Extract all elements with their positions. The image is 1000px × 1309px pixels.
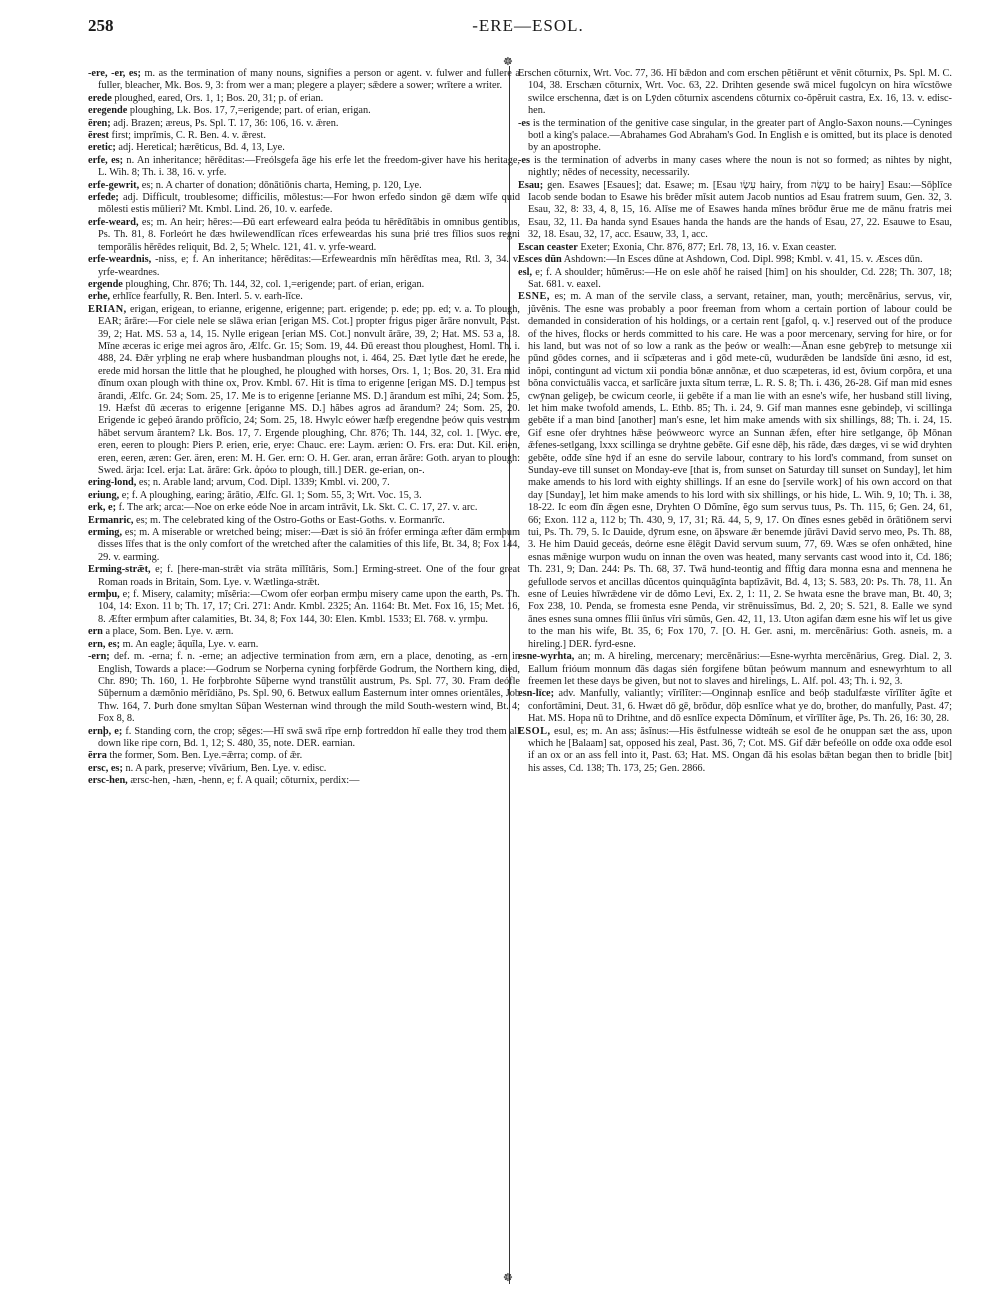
entry-text: def. m. -erna; f. n. -erne; an adjective termination from ærn, ern a place, denoting, as -ern in English, Towards a place:—Godrum se Norþerna cyning forþfērde Godrum, the Northern king, died, Chr. 890; Th. 160, 1. He forþbrohte Sūþerne wynd transtŭlit austrum, Ps. Spl. 77, 30. Fram deófle Sūþernum a dæmŏnio mĕrīdiāno, Ps. Spl. 90, 6. Betwux eallum Ēasternum inter omnes orientāles, Job Thw. 164, 7. Þurh đone smyltan Sūþan Westernan wind through the mild South-western wind, Bt. 4; Fox 8, 8. (98, 651, 520, 725)
headword: erfe-gewrit, (88, 179, 140, 191)
dictionary-entry (88, 118, 520, 130)
running-title: -ERE—ESOL. (472, 16, 584, 35)
dictionary-entry (88, 130, 520, 142)
headword: erfe-weard, (88, 216, 139, 228)
right-column (518, 68, 952, 775)
dictionary-entry (88, 477, 520, 489)
entry-text: m. An eagle; ăquĭla, Lye. v. earn. (120, 638, 259, 650)
headword: ERIAN, (88, 303, 127, 315)
headword: ESOL, (518, 725, 551, 737)
entry-text: e; f. A ploughing, earing; ărātio, Ælfc. Gl. 1; Som. 55, 3; Wrt. Voc. 15, 3. (119, 489, 422, 501)
entry-text: m. as the termination of many nouns, signifies a person or agent. v. fulwer and fullere a fuller, bleacher, Mk. Bos. 9, 3: from wer a man; plegere a player; sǣdere a sower; wrītere a writer. (98, 68, 520, 92)
headword: erfe, es; (88, 154, 124, 166)
entry-text: e; f. Misery, calamity; mĭsĕria:—Cwom ofer eorþan ermþu misery came upon the earth, Ps. Th. 104, 14: Exon. 11 b; Th. 17, 17; Cri. 271: Andr. Kmbl. 2325; An. 1164: Bt. Met. Fox 16, 15; Met. 16, 8. Æfter ermþum after calamities, Bt. 34, 8; Fox 144, 30: Elen. Kmbl. 1533; El. 768. v. yrmþu. (98, 589, 520, 625)
headword: -ern; (88, 651, 110, 663)
dictionary-entry (88, 68, 520, 93)
headword: ern, es; (88, 638, 121, 650)
entry-text: an; m. A hireling, mercenary; mercēnārius:—Esne-wyrhta mercēnārius, Greg. Dial. 2, 3. Eallum frióum monnum đās dagas sién forgifene būtan þeówum mannum and esnewyrhtum to all freemen let these days be given, but not to slaves and hirelings, L. Alf. pol. 43; Th. i. 92, 3. (528, 651, 952, 687)
dictionary-entry (518, 651, 952, 688)
entry-text: adv. Manfully, valiantly; vĭrīlĭter:—Onginnaþ esnlīce and beóþ stađulfæste vĭrīlĭter ăgĭte et confortāmini, Deut. 31, 6. Hwæt dō gē, brōđur, dōþ esnlīce what ye do, brother, do manfully, Past. 47; Hat. MS. Hopa nū to Drihtne, and dō esnlīce expecta Dŏmĭnum, et vĭrīlĭter ăge, Ps. Th. 26, 16: 30, 28. (528, 688, 952, 725)
dictionary-entry (518, 155, 952, 180)
entry-text: n. An inheritance; hērēditas:—Freólsgefa āge his erfe let the freedom-giver have his heritage, L. Wih. 8; Th. i. 38, 16. v. yrfe. (98, 154, 520, 179)
headword: ermþu, (88, 589, 120, 601)
entry-text: es; n. Arable land; arvum, Cod. Dipl. 1339; Kmbl. vi. 200, 7. (136, 477, 390, 489)
entry-text: -niss, e; f. An inheritance; hērēditas:—Erfeweardnis mīn hērēdĭtas mea, Rtl. 3, 34. v. yrfe-weardnes. (98, 254, 520, 278)
headword: Esau; (518, 179, 544, 191)
dictionary-entry (88, 304, 520, 478)
headword: -es (518, 117, 531, 129)
dictionary-entry (88, 750, 520, 762)
dictionary-entry (88, 775, 520, 787)
dictionary-entry (88, 192, 520, 217)
entry-text: n. A park, preserve; vīvārium, Ben. Lye. v. edisc. (122, 762, 327, 774)
headword: ērest (88, 130, 109, 142)
entry-text: erigan, erigean, to erianne, erigenne, erigenne; part. erigende; p. ede; pp. ed; v. a. To plough, EAR; ărāre:—For ciele nele se slāwa erian [erigan MS. Cot.] propter frigus piger ărāre nonvult, Past. 39, 2; Hat. MS. 53 a, 14, 15. Nylle erigean [erian MS. Cot.] nonvult ărāre, 39, 2; Hat. MS. 53 a, 18. Mīne æceras ic erige mei agros ăro, Ælfc. Gr. 15; Som. 19, 44. Đū ereast thou ploughest, Homl. Th. i. 488, 24. Đǣr yrþling ne eraþ where husbandman ploughs not, i. 464, 25. Đæt lytle đæt he erede, he erede mid horsan the little that he ploughed, he ploughed with horses, Ors. 1, 1; Bos. 20, 31. Era mid đīnum oxan plough with thine ox, Prov. Kmbl. 67. Hit is tīma to erigenne [erigan MS. D.] tempus est ărandi, Ælfc. Gr. 24; Som. 25, 17. Me is to erigenne [erianne MS. D.] ărandum est mĭhi, 24; Som. 25, 19. Hæfst đū æceras to erigenne [eriganne MS. D.] hăbes agros ad ărandum? 24; Som. 25, 20. Erigende ic geþeó ărando prōfĭcio, 24; Som. 25, 18. Hwylc eówer hæfþ eregendne þeów quis vestrum hābet servum ărantem? Lk. Bos. 17, 7. Ergende ploughing, Chr. 876; Th. 144, 32, col. 1. [Wyc. ere, eren, eeren to plough: Piers P. erien, erie, erye: Chauc. ere: Laym. ærien: O. Frs. era: Dut. Kil. erien, eren, eeren, æren: Ger. ären, eren: M. H. Ger. ern: O. H. Ger. aran, erran ărāre: Goth. aryan to plough: Swed. ärja: Icel. erja: Lat. ărāre: Grk. ἀρόω to plough, till.] DER. ge-erian, on-. (98, 303, 520, 476)
headword: eretic; (88, 142, 116, 154)
headword: -ere, -er, es; (88, 68, 141, 79)
headword: ergende (88, 278, 123, 290)
entry-text: first; imprīmis, C. R. Ben. 4. v. ǣrest. (108, 130, 266, 142)
entry-text: es; n. A charter of donation; dōnātiōnis charta, Heming, p. 120, Lye. (139, 179, 422, 191)
entry-text: Exeter; Exonia, Chr. 876, 877; Erl. 78, 13, 16. v. Exan ceaster. (577, 241, 837, 253)
entry-text: ærsc-hen, -hæn, -henn, e; f. A quail; cōturnix, perdix:— (127, 775, 360, 787)
dictionary-entry (88, 639, 520, 651)
entry-text: e; f. [here-man-strǣt via strāta mīlĭtāris, Som.] Erming-street. One of the four great Roman roads in Britain, Som. Lye. v. Wætlinga-strǣt. (98, 564, 520, 588)
headword: erming, (88, 527, 123, 539)
dictionary-entry (88, 763, 520, 775)
dictionary-entry (518, 688, 952, 725)
headword: ESNE, (518, 291, 550, 303)
headword: eregende (88, 105, 128, 117)
dictionary-entry (88, 589, 520, 626)
entry-text: es; m. The celebrated king of the Ostro-Goths or East-Goths. v. Eormanrīc. (133, 514, 445, 526)
headword: Erming-strǣt, (88, 564, 151, 576)
headword: ersc, es; (88, 762, 123, 774)
dictionary-entry (88, 105, 520, 117)
entry-text: esul, es; m. An ass; ăsĭnus:—His ēstfulnesse widteáh se esol đe he onuppan sæt the ass, upon which he [Balaam] sat, opposed his zeal, Past. 36, 7; Cot. MS. Gif đǣr befeólle on ođđe oxa ođđe esol if an ox or an ass fell into it, Past. 63; Hat. MS. Ongan đā his esolas bǣtan began then to bridle [bit] his asses, Cd. 138; Th. 173, 25; Gen. 2866. (528, 725, 952, 774)
entry-text: ploughing, Lk. Bos. 17, 7,=erigende; part. of erian, erigan. (127, 105, 371, 117)
headword: Ermanric, (88, 514, 134, 526)
dictionary-entry (88, 651, 520, 725)
dictionary-entry (88, 626, 520, 638)
dictionary-entry (88, 254, 520, 279)
headword: erfe-weardnis, (88, 254, 152, 266)
entry-text: gen. Esawes [Esaues]; dat. Esawe; m. [Esau עֵשָׂו hairy, from עָשָׂה to be hairy] Esau:—Sōþlīce Iacob sende bodan to Esawe his brēđer mīsit autem Jacob nuntios ad Esau fratrem suum, Gen. 32, 3. Esau, 32, 8: 33, 4, 8, 15, 16. Alīse me of Esawes handa mīnes brōđur ērue me de mānu fratris mei Esau, 32, 11. Đa handa synd Esaues handa the hands are the hands of Esau, 27, 22. Esauwe to Esau, 32, 18. Esau, 32, 17, acc. Esauw, 33, 1, acc. (528, 179, 952, 241)
dictionary-entry (88, 502, 520, 514)
headword: esl, (518, 266, 533, 278)
headword: ēren; (88, 117, 111, 129)
entry-text: is the termination of adverbs in many cases where the noun is not so formed; as nihtes by night, nightly; nēdes of necessity, necessarily. (528, 154, 952, 179)
headword: ersc-hen, (88, 775, 128, 787)
entry-text: Ashdown:—In Esces dūne at Ashdown, Cod. Dipl. 998; Kmbl. v. 41, 15. v. Æsces dūn. (561, 254, 923, 266)
dictionary-entry (518, 118, 952, 155)
entry-text: f. The ark; arca:—Noe on erke eóde Noe in arcam intrāvit, Lk. Skt. C. C. 17, 27. v. arc. (116, 502, 478, 514)
headword: ering-lond, (88, 477, 137, 489)
headword: ern (88, 626, 103, 638)
entry-text: es; m. A miserable or wretched being; miser:—Đæt is sió ān frófer erminga æfter đām ermþum đisses līfes that is the only comfort of the wretched after the calamities of this life, Bt. 34, 8; Fox 144, 29. v. earming. (98, 527, 520, 563)
dictionary-entry (88, 564, 520, 589)
headword: esn-līce; (518, 688, 555, 700)
dictionary-entry (88, 217, 520, 254)
dictionary-entry (88, 279, 520, 291)
entry-text: es; m. An heir; hēres:—Đū eart erfeweard ealra þeóda tu hērēdĭtābis in omnibus gentibus, Ps. Th. 81, 8. Forleórt he đæs hwilewendlīcan rīces erfeweardas his suna þrié tres fīlios suos regni temporālis hērēdes reliquit, Bd. 2, 5; Whelc. 121, 41. v. yrfe-weard. (98, 216, 520, 253)
dictionary-entry (518, 291, 952, 651)
column-ornament-top: ☸ (503, 56, 513, 68)
entry-text: ploughed, eared, Ors. 1, 1; Bos. 20, 31; p. of erian. (111, 92, 324, 104)
dictionary-entry (518, 267, 952, 292)
dictionary-entry (88, 527, 520, 564)
entry-text: is the termination of the genitive case singular, in the greater part of Anglo-Saxon nouns.—Cyninges botl a king's palace.—Abrahames God Abraham's God. In English e is omitted, but its place is denoted by an apostrophe. (528, 117, 952, 154)
dictionary-entry (88, 142, 520, 154)
headword: erfeđe; (88, 192, 119, 204)
entry-text: Erschen cōturnix, Wrt. Voc. 77, 36. Hī bǣdon and com erschen pĕtiērunt et vēnit cōturnix, Ps. Spl. M. C. 104, 38. Erschæn cōturnix, Wrt. Voc. 63, 22. Drihten gesende swā micel fugolcyn on hira wīcstōwe swilce erschenna, đæt is on Lȳden cōturnix ascendens cōturnix co-ŏpĕruit castra, Ex. 16, 13. v. edisc-hen. (518, 68, 952, 117)
headword: esne-wyrhta, (518, 651, 575, 663)
headword: erede (88, 92, 112, 104)
entry-text: f. Standing corn, the crop; sĕges:—Hī swā swā rīpe ernþ fortreddon hī ealle they trod them all down like ripe corn, Bd. 1, 12; S. 480, 35, note. DER. earnian. (98, 725, 520, 749)
entry-text: e; f. A shoulder; hŭmĕrus:—He on esle ahōf he raised [him] on his shoulder, Cd. 228; Th. 307, 18; Sat. 681. v. eaxel. (528, 266, 952, 290)
dictionary-entry (88, 155, 520, 180)
dictionary-entry (518, 242, 952, 254)
dictionary-entry (518, 180, 952, 242)
column-ornament-bottom: ☸ (503, 1272, 513, 1284)
page-header (88, 16, 968, 42)
left-column (88, 68, 520, 788)
headword: Esces dūn (518, 254, 562, 266)
dictionary-entry (88, 490, 520, 502)
entry-text: a place, Som. Ben. Lye. v. ærn. (102, 626, 234, 638)
headword: erhe, (88, 291, 111, 303)
dictionary-entry (88, 180, 520, 192)
dictionary-entry (518, 726, 952, 776)
headword: Escan ceaster (518, 241, 578, 253)
headword: erk, e; (88, 502, 117, 514)
dictionary-entry (88, 93, 520, 105)
headword: -es (518, 154, 531, 166)
entry-text: es; m. A man of the servile class, a servant, retainer, man, youth; mercēnārius, servus, vir, jŭvĕnis. The esne was probably a poor freeman from whom a certain portion of labour could be demanded in consideration of his holdings, or a certain rent [gafol, q. v.] reserved out of the produce of the hives, flocks or herds committed to his care. He was a poor mercenary, serving for hire, or for his land, but was not of so low a rank as the þeów or wealh:—Ānan esne gebȳreþ to metsunge xii pūnd gōdes cornes, and ii scīpæteras and i gōd mete-cū, wudurǣden be landsīde ūni æsno, id est, inŏpi, contingunt ad victum xii pondia bŏnæ annōnæ, et duo scæpeteras, id est, ŏvium corpŏra, et una bŏna convictuālis vacca, et sarlīcāre juxta sĭtum terræ, L. R. S. 8; Th. i. 436, 26-28. Gif man mid esnes cwȳnan geligeþ, be cwicum ceorle, ii gebēte if a man lie with an esne's wife, her husband still living, let him make twofold amends, L. Ethb. 85; Th. i. 24, 9. Gif man mannes esne gebindeþ, vi scillinga gebēte if a man bind [another] man's esne, let him make amends with six shillings, 88; Th. i. 24, 15. Gif esne ofer dryhtnes hǣse þeówweorc wyrce an Sunnan ǣfen, efter hire setlgange, ōþ Mōnan ǣfenes-setlgang, lxxx scillinga se dryhtne gebēte. Gif esne dēþ, his rāde, đæs dæges, vi se wiđ dryhten gebēte, ođđe sīne hȳd if an esne do servile labour, contrary to his lord's command, from sunset on Sunday-eve till sunset on Monday-eve [that is, from sunset on Saturday till sunset on Sunday], let him make amends to his lord with eighty shillings. If an esne do [servile work] of his own accord on that day [Sunday], let him make amends to his lord with six shillings, or his hide, L. Wih. 9, 10; Th. i. 38, 18-22. Ic eom đīn ǣgen esne, Dryhten O Dŏmĭne, ĕgo sum servus tuus, Ps. Th. 115, 6; Gen. 24, 61, 66; Exon. 112 a, 112 b; Th. 430, 9, 17, 31; Rā. 44, 5, 9, 17. On đīnes esnes gebēd in ŏrātiōnem servi tui, Ps. Th. 79, 5. Ic Dauide, dȳrum esne, on āþsware ǣr benemde jūrāvi David servo meo, Ps. Th. 88, 3. He him Dauid geceás, deórne esne ēlēgit David servum suum, 77, 69. Wæs se ofen onhǣted, hine esnas mǣnige wurpon wudu on innan the oven was heated, many servants cast wood into it, Cd. 186; Th. 231, 9; Dan. 244: Ps. Th. 68, 37. Twā hund-teontig and fīftig đara monna esna and mennena he gefullode servos et ancillas dŭcentos quinquāgĭnta baptĭzāvit, Bd. 4, 13; S. 583, 20: Ps. Th. 78, 11. Ān esne of Leuies hīwrǣdene vir de dŏmo Levi, Ex. 2, 1: 11, 2. Se hwata esne the brave man, Bt. 40, 3; Fox 238, 10. Penda, se fromesta esne Penda, vir strēnuissĭmus, Bd. 2, 20; S. 521, 8. Ealle we synd ānes esnes suna omnes fĭlii ūnīus vĭri sŭmŭs, Gen. 42, 11, 13. Uton agifan đæm esne his wīf let us give to the man his wife, Bt. 35, 6; Fox 170, 7. [O. H. Ger. asni, m. mercēnārius: Goth. asneis, m. a hireling.] DER. fyrd-esne. (528, 291, 952, 650)
entry-text: adj. Brazen; æreus, Ps. Spl. T. 17, 36: 106, 16. v. ǣren. (110, 117, 339, 129)
dictionary-entry (88, 515, 520, 527)
entry-text: ploughing, Chr. 876; Th. 144, 32, col. 1,=erigende; part. of erian, erigan. (122, 278, 425, 290)
entry-text: the former, Som. Ben. Lye.=ǣrra; comp. of ǣr. (106, 750, 303, 762)
dictionary-entry (88, 291, 520, 303)
entry-text: adj. Heretical; hærēticus, Bd. 4, 13, Lye. (115, 142, 285, 154)
headword: eriung, (88, 489, 120, 501)
page-number: 258 (88, 16, 114, 35)
headword: ernþ, e; (88, 725, 123, 737)
dictionary-entry (518, 254, 952, 266)
dictionary-entry (518, 68, 952, 118)
entry-text: adj. Difficult, troublesome; difficilis, mōlestus:—For hwon erfeđo sindon gē dæm wīfe quid mōlesti estis mūlieri? Mt. Kmbl. Lind. 26, 10. v. earfeđe. (98, 192, 520, 216)
entry-text: erhlīce fearfully, R. Ben. Interl. 5. v. earh-līce. (110, 291, 303, 303)
dictionary-entry (88, 726, 520, 751)
headword: ērra (88, 750, 107, 762)
